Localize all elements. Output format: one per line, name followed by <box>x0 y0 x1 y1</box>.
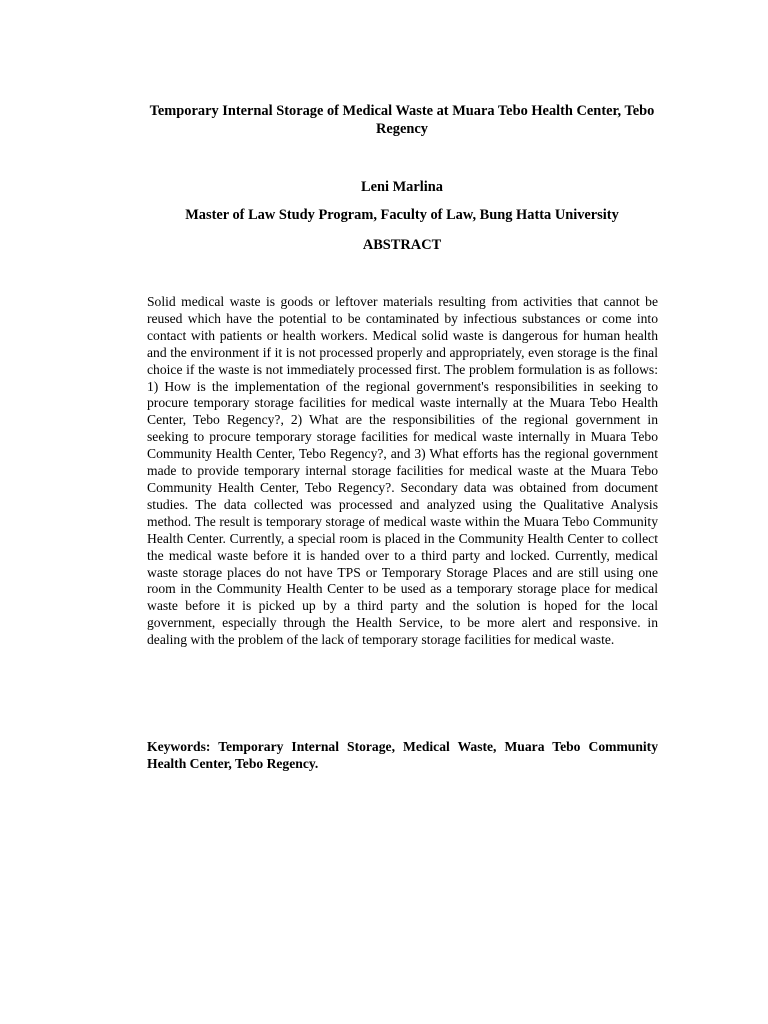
author-name: Leni Marlina <box>361 179 443 195</box>
abstract-body: Solid medical waste is goods or leftover materials resulting from activities that cannot be reused which have the potential to be contaminated by infectious substances or come into contact with patients or health workers. Medical solid waste is dangerous for human health and the environment if it is not processed properly and appropriately, even storage is the final choice if the waste is not immediately processed first. The problem formulation is as follows: 1) How is the implementation of the regional government's responsibilities in seeking to procure temporary storage facilities for medical waste internally at the Muara Tebo Health Center, Tebo Regency?, 2) What are the responsibilities of the regional government in seeking to procure temporary storage facilities for medical waste internally in Muara Tebo Community Health Center, Tebo Regency?, and 3) What efforts has the regional government made to provide temporary internal storage facilities for medical waste at the Muara Tebo Community Health Center, Tebo Regency?. Secondary data was obtained from document studies. The data collected was processed and analyzed using the Qualitative Analysis method. The result is temporary storage of medical waste within the Muara Tebo Community Health Center. Currently, a special room is placed in the Community Health Center to collect the medical waste before it is handed over to a third party and locked. Currently, medical waste storage places do not have TPS or Temporary Storage Places and are still using one room in the Community Health Center to be used as a temporary storage place for medical waste before it is picked up by a third party and the solution is hoped for the local government, especially through the Health Service, to be more alert and responsive. in dealing with the problem of the lack of temporary storage facilities for medical waste. <box>147 294 658 648</box>
keywords-line: Keywords: Temporary Internal Storage, Medical Waste, Muara Tebo Community Health Center, Tebo Regency. <box>147 739 658 771</box>
paper-title: Temporary Internal Storage of Medical Waste at Muara Tebo Health Center, Tebo Regency <box>149 103 655 137</box>
author-affiliation: Master of Law Study Program, Faculty of Law, Bung Hatta University <box>185 207 619 223</box>
abstract-heading: ABSTRACT <box>362 237 442 253</box>
